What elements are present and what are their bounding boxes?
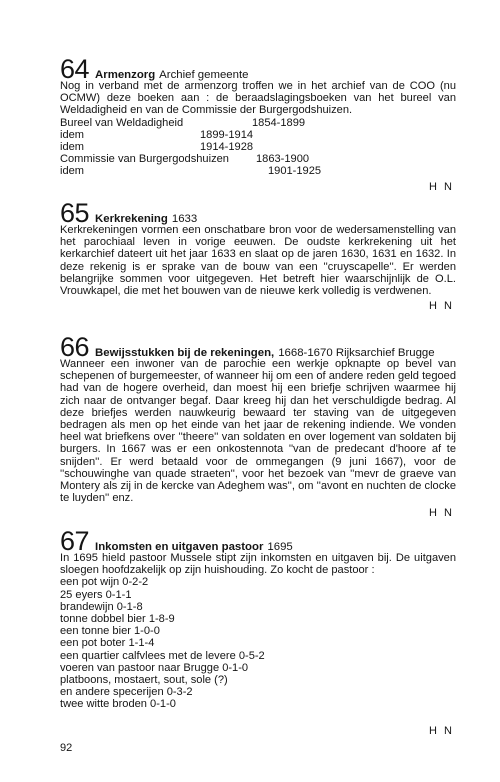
entry-body <box>60 224 456 297</box>
entry-body <box>60 552 456 711</box>
entry-body <box>60 358 456 504</box>
expense-item: tonne dobbel bier 1-8-9 <box>60 613 175 626</box>
expense-item: een tonne bier 1-0-0 <box>60 625 160 638</box>
record-line <box>60 129 456 141</box>
record-line <box>60 117 456 129</box>
entry-text: Kerkrekeningen vormen een onschatbare bron voor de wedersamenstelling van het parochiaal leven in vorige eeuwen. De oudste kerkrekening uit het kerkarchief dateert uit het jaar 1633 en slaat op de jaren 1630, 1631 en 1632. In deze rekenig is er sprake van de bouw van een ''cruyscapelle''. Er werden belangrijke sommen voor uitgegeven. Het betreft hier waarschijnlijk de O.L. Vrouwkapel, die met het bouwen van de nieuwe kerk volledig is verdwenen. <box>60 224 456 298</box>
entry-title: Kerkrekening <box>95 213 168 225</box>
record-label: idem <box>60 128 85 141</box>
entry-heading <box>60 198 456 228</box>
record-years: 1854-1899 <box>252 116 306 129</box>
entry-heading <box>60 526 456 556</box>
author-initials: H N <box>429 300 454 313</box>
entry-heading <box>60 54 456 84</box>
entry-subtitle: 1633 <box>171 213 198 225</box>
entry-subtitle: Archief gemeente <box>159 69 249 81</box>
entry-number: 66 <box>60 332 90 362</box>
entry-65 <box>60 198 456 313</box>
entry-title: Inkomsten en uitgaven pastoor <box>95 541 264 553</box>
author-initials: H N <box>429 507 454 520</box>
expense-list <box>60 576 456 710</box>
record-label: idem <box>60 141 85 154</box>
expense-item: en andere specerijen 0-3-2 <box>60 686 193 699</box>
entry-text: In 1695 hield pastoor Mussele stipt zijn inkomsten en uitgaven bij. De uitgaven sloegen hoofdzakelijk op zijn huishouding. Zo kocht de pastoor : <box>60 552 456 577</box>
expense-item: twee witte broden 0-1-0 <box>60 698 176 711</box>
entry-number: 67 <box>60 526 90 556</box>
page-number: 92 <box>60 742 73 754</box>
expense-item: een quartier calfvlees met de levere 0-5-2 <box>60 649 265 662</box>
record-label: Bureel van Weldadigheid <box>60 116 184 129</box>
record-line <box>60 141 456 153</box>
entry-number: 65 <box>60 198 90 228</box>
entry-67 <box>60 526 456 737</box>
record-line <box>60 153 456 165</box>
record-label: idem <box>60 165 85 178</box>
entry-subtitle: 1668-1670 Rijksarchief Brugge <box>278 347 435 359</box>
entry-text: Nog in verband met de armenzorg troffen we in het archief van de COO (nu OCMW) deze boeken aan : de beraadslagingsboeken van het bureel van Weldadigheid en van de Commissie der Burgergodshuizen. <box>60 80 456 117</box>
expense-item: 25 eyers 0-1-1 <box>60 588 132 601</box>
expense-item: platboons, mostaert, sout, sole (?) <box>60 674 228 687</box>
entry-subtitle: 1695 <box>267 541 293 553</box>
record-line <box>60 165 456 177</box>
expense-item: een pot wijn 0-2-2 <box>60 576 149 589</box>
entry-text: Wanneer een inwoner van de parochie een werkje opknapte op bevel van schepenen of burgemeester, of wanneer hij om een of andere reden geld tegoed had van de hogere overheid, dan moest hij een briefje schrijven waarmee hij zich naar de ontvanger begaf. Daar kreeg hij dan het verschuldigde bedrag. Al deze briefjes werden nauwkeurig bewaard ter staving van de uitgegeven bedragen als men op het einde van het jaar de rekening indiende. We vonden heel wat briefkens over ''theere'' van soldaten en over logement van soldaten bij burgers. In 1667 was er een onkostennota ''van de predecant d'hoore af te snijden''. Er werd betaald voor de ommegangen (9 juni 1667), voor de ''schouwinghe van quade straeten'', voor het bezoek van ''mevr de graeve van Montery als zij in de kercke van Adeghem was'', om ''avont en nuchten de clocke te luyden'' enz. <box>60 358 456 505</box>
record-years: 1901-1925 <box>268 165 322 178</box>
record-label: Commissie van Burgergodshuizen <box>60 153 229 166</box>
record-list <box>60 117 456 178</box>
author-initials: H N <box>429 724 454 737</box>
entry-66 <box>60 332 456 520</box>
record-years: 1914-1928 <box>200 141 254 154</box>
entry-64 <box>60 54 456 193</box>
entry-title: Armenzorg <box>95 69 156 81</box>
expense-item: voeren van pastoor naar Brugge 0-1-0 <box>60 661 249 674</box>
entry-title: Bewijsstukken bij de rekeningen, <box>95 347 275 359</box>
author-initials: H N <box>429 180 454 193</box>
entry-heading <box>60 332 456 362</box>
record-years: 1863-1900 <box>256 153 310 166</box>
expense-item: brandewijn 0-1-8 <box>60 600 143 613</box>
entry-body <box>60 80 456 178</box>
entry-number: 64 <box>60 54 90 84</box>
expense-item: een pot boter 1-1-4 <box>60 637 155 650</box>
record-years: 1899-1914 <box>200 128 254 141</box>
